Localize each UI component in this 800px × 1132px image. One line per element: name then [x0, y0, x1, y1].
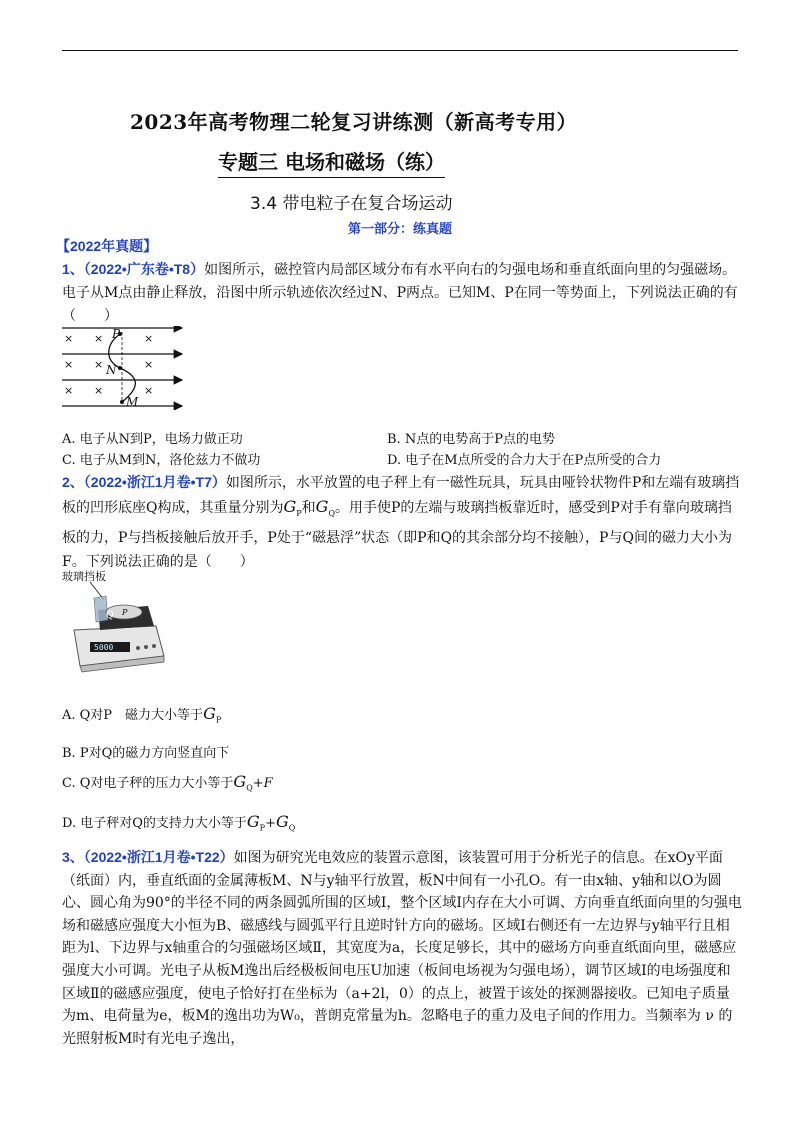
- question-2-text-2: 。用手使P的左端与玻璃挡板靠近时，感受到P对手有靠向玻璃挡板的力，P与挡板接触后放开手，P处于“磁悬浮”状态（即P和Q的其余部分均不接触），P与Q间的磁力大小为F。下列说法正确的是（ ）: [62, 500, 732, 570]
- cross-mark: ×: [64, 384, 74, 397]
- q1-option-d: D. 电子在M点所受的合力大于在P点所受的合力: [387, 453, 662, 468]
- cross-mark: ×: [94, 384, 104, 397]
- q1-option-c: C. 电子从M到N，洛伦兹力不做功: [62, 453, 261, 468]
- cross-mark: ×: [64, 332, 74, 345]
- cross-mark: ×: [94, 332, 104, 345]
- cross-mark: ×: [144, 384, 154, 397]
- q2-option-c: C. Q对电子秤的压力大小等于$G_Q+F$: [62, 772, 273, 793]
- scale-reading: 5000: [94, 643, 114, 652]
- g-q-symbol: $G_Q$: [315, 497, 335, 518]
- q1-option-a: A. 电子从N到P，电场力做正功: [62, 432, 243, 447]
- electronic-scale-illustration: [60, 568, 170, 678]
- document-title: 2023年高考物理二轮复习讲练测（新高考专用）: [130, 110, 578, 134]
- scale-button: [144, 645, 148, 649]
- question-2: [62, 470, 742, 574]
- question-2-head: 2、（2022•浙江1月卷•T7）: [62, 474, 226, 490]
- cross-mark: ×: [94, 358, 104, 371]
- cross-mark: ×: [144, 358, 154, 371]
- g-p-symbol: $G_P$: [283, 497, 302, 518]
- point-m: [120, 400, 124, 404]
- label-n: N: [106, 363, 117, 377]
- question-3-text: 如图为研究光电效应的装置示意图，该装置可用于分析光子的信息。在xOy平面（纸面）内，垂直纸面的金属薄板M、N与y轴平行放置，板N中间有一小孔O。有一由x轴、y轴和以O为圆心、圆心角为90°的半径不同的两条圆弧所围的区域Ⅰ，整个区域Ⅰ内存在大小可调、方向垂直纸面向里的匀强电场和磁感应强度大小恒为B、磁感线与圆弧平行且逆时针方向的磁场。区域Ⅰ右侧还有一左边界与y轴平行且相距为l、下边界与x轴重合的匀强磁场区域Ⅱ，其宽度为a，长度足够长，其中的磁场方向垂直纸面向里，磁感应强度大小可调。光电子从板M逸出后经极板间电压U加速（板间电场视为匀强电场），调节区域Ⅰ的电场强度和区域Ⅱ的磁感应强度，使电子恰好打在坐标为（a+2l，0）的点上，被置于该处的探测器接收。已知电子质量为m、电荷量为e，板M的逸出功为W₀，普朗克常量为h。忽略电子的重力及电子间的作用力。当频率为 ν 的光照射板M时有光电子逸出，: [62, 850, 742, 1047]
- document-subtitle: 专题三 电场和磁场（练）: [218, 146, 445, 178]
- and-text: 和: [301, 500, 316, 516]
- section-heading: 3.4 带电粒子在复合场运动: [250, 194, 453, 214]
- year-tag: 【2022年真题】: [56, 238, 158, 254]
- dumbbell-p-label: P: [122, 608, 128, 617]
- scale-button: [152, 644, 156, 648]
- scale-button: [136, 646, 140, 650]
- question-1-head: 1、（2022•广东卷•T8）: [62, 261, 205, 277]
- question-2-text-1: 如图所示，水平放置的电子秤上有一磁性玩具，玩具由哑铃状物件P和左端有玻璃挡板的凹形底座Q构成，其重量分别为: [62, 475, 740, 516]
- q2-option-a: A. Q对P 磁力大小等于$G_P$: [62, 704, 222, 725]
- part-heading: 第一部分：练真题: [347, 222, 452, 237]
- magnetron-field-diagram: [60, 326, 190, 410]
- q1-option-b: B. N点的电势高于P点的电势: [387, 432, 555, 447]
- cross-mark: ×: [64, 358, 74, 371]
- label-m: M: [126, 395, 139, 409]
- label-p: P: [112, 327, 121, 341]
- top-rule: [62, 50, 738, 51]
- base-q-label: Q: [106, 611, 114, 621]
- question-1-text: 如图所示，磁控管内局部区域分布有水平向右的匀强电场和垂直纸面向里的匀强磁场。电子从M点由静止释放，沿图中所示轨迹依次经过N、P两点。已知M、P在同一等势面上，下列说法正确的有（ ）: [62, 262, 738, 324]
- cross-mark: ×: [144, 332, 154, 345]
- question-3-head: 3、（2022•浙江1月卷•T22）: [62, 849, 234, 865]
- question-1: [62, 258, 742, 328]
- point-n: [118, 366, 122, 370]
- glass-panel-label: 玻璃挡板: [62, 570, 106, 583]
- q2-option-d: D. 电子秤对Q的支持力大小等于$G_P+G_Q$: [62, 812, 296, 833]
- q2-option-b: B. P对Q的磁力方向竖直向下: [62, 746, 230, 761]
- question-3: [62, 846, 742, 1050]
